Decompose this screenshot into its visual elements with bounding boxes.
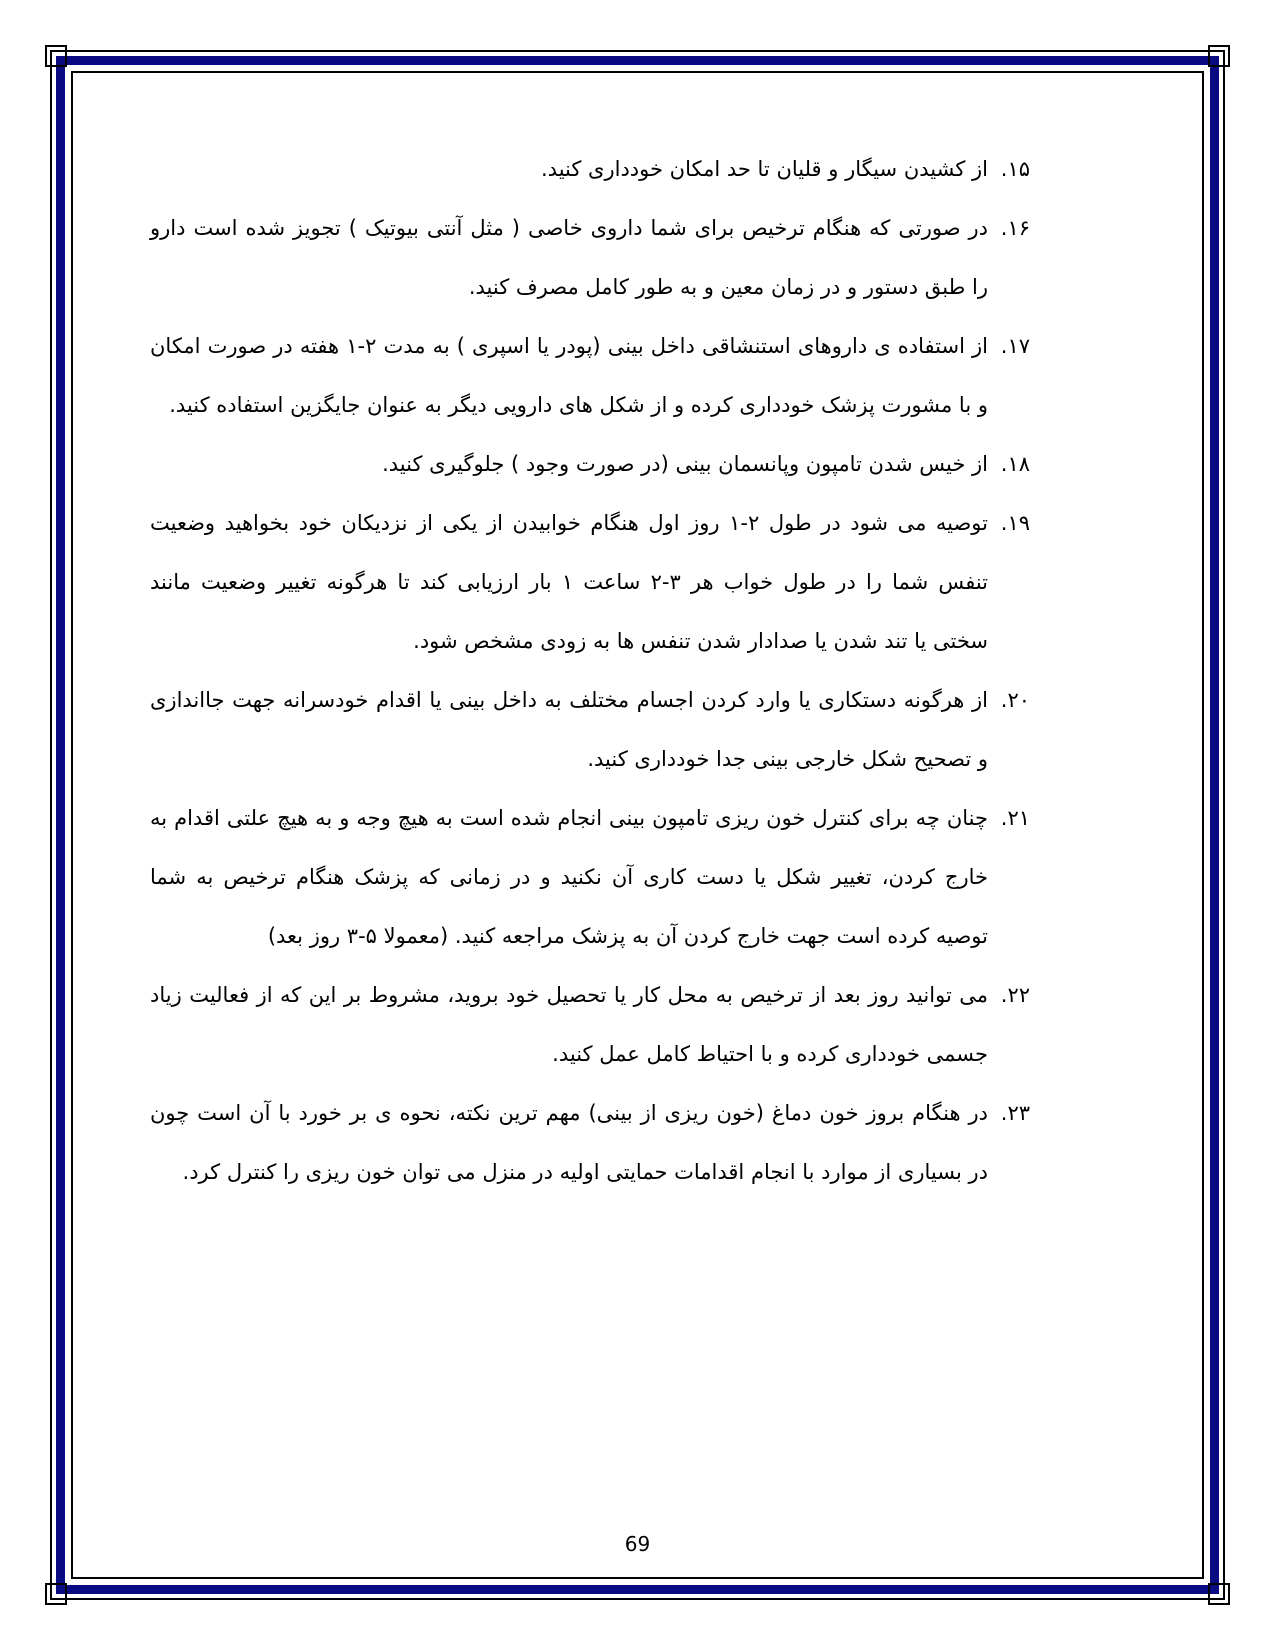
list-item-text: در هنگام بروز خون دماغ (خون ریزی از بینی) مهم ترین نکته، نحوه ی بر خورد با آن است چون در بسیاری از موارد با انجام اقدامات حمایتی اولیه در منزل می توان خون ریزی را کنترل کرد. <box>150 1101 988 1184</box>
list-item-number: ۲۲. <box>1000 983 1030 1007</box>
list-item-22 <box>150 966 1030 1084</box>
list-item-23 <box>150 1084 1030 1202</box>
list-item-number: ۲۰. <box>1000 688 1030 712</box>
list-item-text: از کشیدن سیگار و قلیان تا حد امکان خودداری کنید. <box>541 157 988 181</box>
list-item-text: از هرگونه دستکاری یا وارد کردن اجسام مختلف به داخل بینی یا اقدام خودسرانه جهت جااندازی و تصحیح شکل خارجی بینی جدا خودداری کنید. <box>150 688 988 771</box>
instruction-list <box>150 140 1030 1202</box>
list-item-19 <box>150 494 1030 671</box>
list-item-text: توصیه می شود در طول ۲-۱ روز اول هنگام خوابیدن از یکی از نزدیکان خود بخواهید وضعیت تنفس شما را در طول خواب هر ۳-۲ ساعت ۱ بار ارزیابی کند تا هرگونه تغییر وضعیت مانند سختی یا تند شدن یا صدادار شدن تنفس ها به زودی مشخص شود. <box>150 511 988 653</box>
list-item-number: ۱۵. <box>1000 157 1030 181</box>
list-item-20 <box>150 671 1030 789</box>
list-item-number: ۱۶. <box>1000 216 1030 240</box>
border-corner-ornament <box>1208 1583 1230 1605</box>
list-item-number: ۲۱. <box>1000 806 1030 830</box>
list-item-number: ۱۷. <box>1000 334 1030 358</box>
list-item-16 <box>150 199 1030 317</box>
list-item-text: در صورتی که هنگام ترخیص برای شما داروی خاصی ( مثل آنتی بیوتیک ) تجویز شده است دارو را طبق دستور و در زمان معین و به طور کامل مصرف کنید. <box>150 216 988 299</box>
border-corner-ornament <box>1208 45 1230 67</box>
list-item-number: ۱۹. <box>1000 511 1030 535</box>
list-item-text: می توانید روز بعد از ترخیص به محل کار یا تحصیل خود بروید، مشروط بر این که از فعالیت زیاد جسمی خودداری کرده و با احتیاط کامل عمل کنید. <box>150 983 988 1066</box>
list-item-17 <box>150 317 1030 435</box>
list-item-number: ۲۳. <box>1000 1101 1030 1125</box>
border-corner-ornament <box>45 1583 67 1605</box>
page-number: 69 <box>624 1532 651 1556</box>
list-item-15 <box>150 140 1030 199</box>
list-item-number: ۱۸. <box>1000 452 1030 476</box>
list-item-text: از استفاده ی داروهای استنشاقی داخل بینی (پودر یا اسپری ) به مدت ۲-۱ هفته در صورت امکان و با مشورت پزشک خودداری کرده و از شکل های دارویی دیگر به عنوان جایگزین استفاده کنید. <box>150 334 988 417</box>
list-item-18 <box>150 435 1030 494</box>
border-corner-ornament <box>45 45 67 67</box>
list-item-text: چنان چه برای کنترل خون ریزی تامپون بینی انجام شده است به هیچ وجه و به هیچ علتی اقدام به خارج کردن، تغییر شکل یا دست کاری آن نکنید و در زمانی که پزشک هنگام ترخیص به شما توصیه کرده است جهت خارج کردن آن به پزشک مراجعه کنید. (معمولا ۵-۳ روز بعد) <box>150 806 988 948</box>
list-item-21 <box>150 789 1030 966</box>
list-item-text: از خیس شدن تامپون وپانسمان بینی (در صورت وجود ) جلوگیری کنید. <box>382 452 988 476</box>
